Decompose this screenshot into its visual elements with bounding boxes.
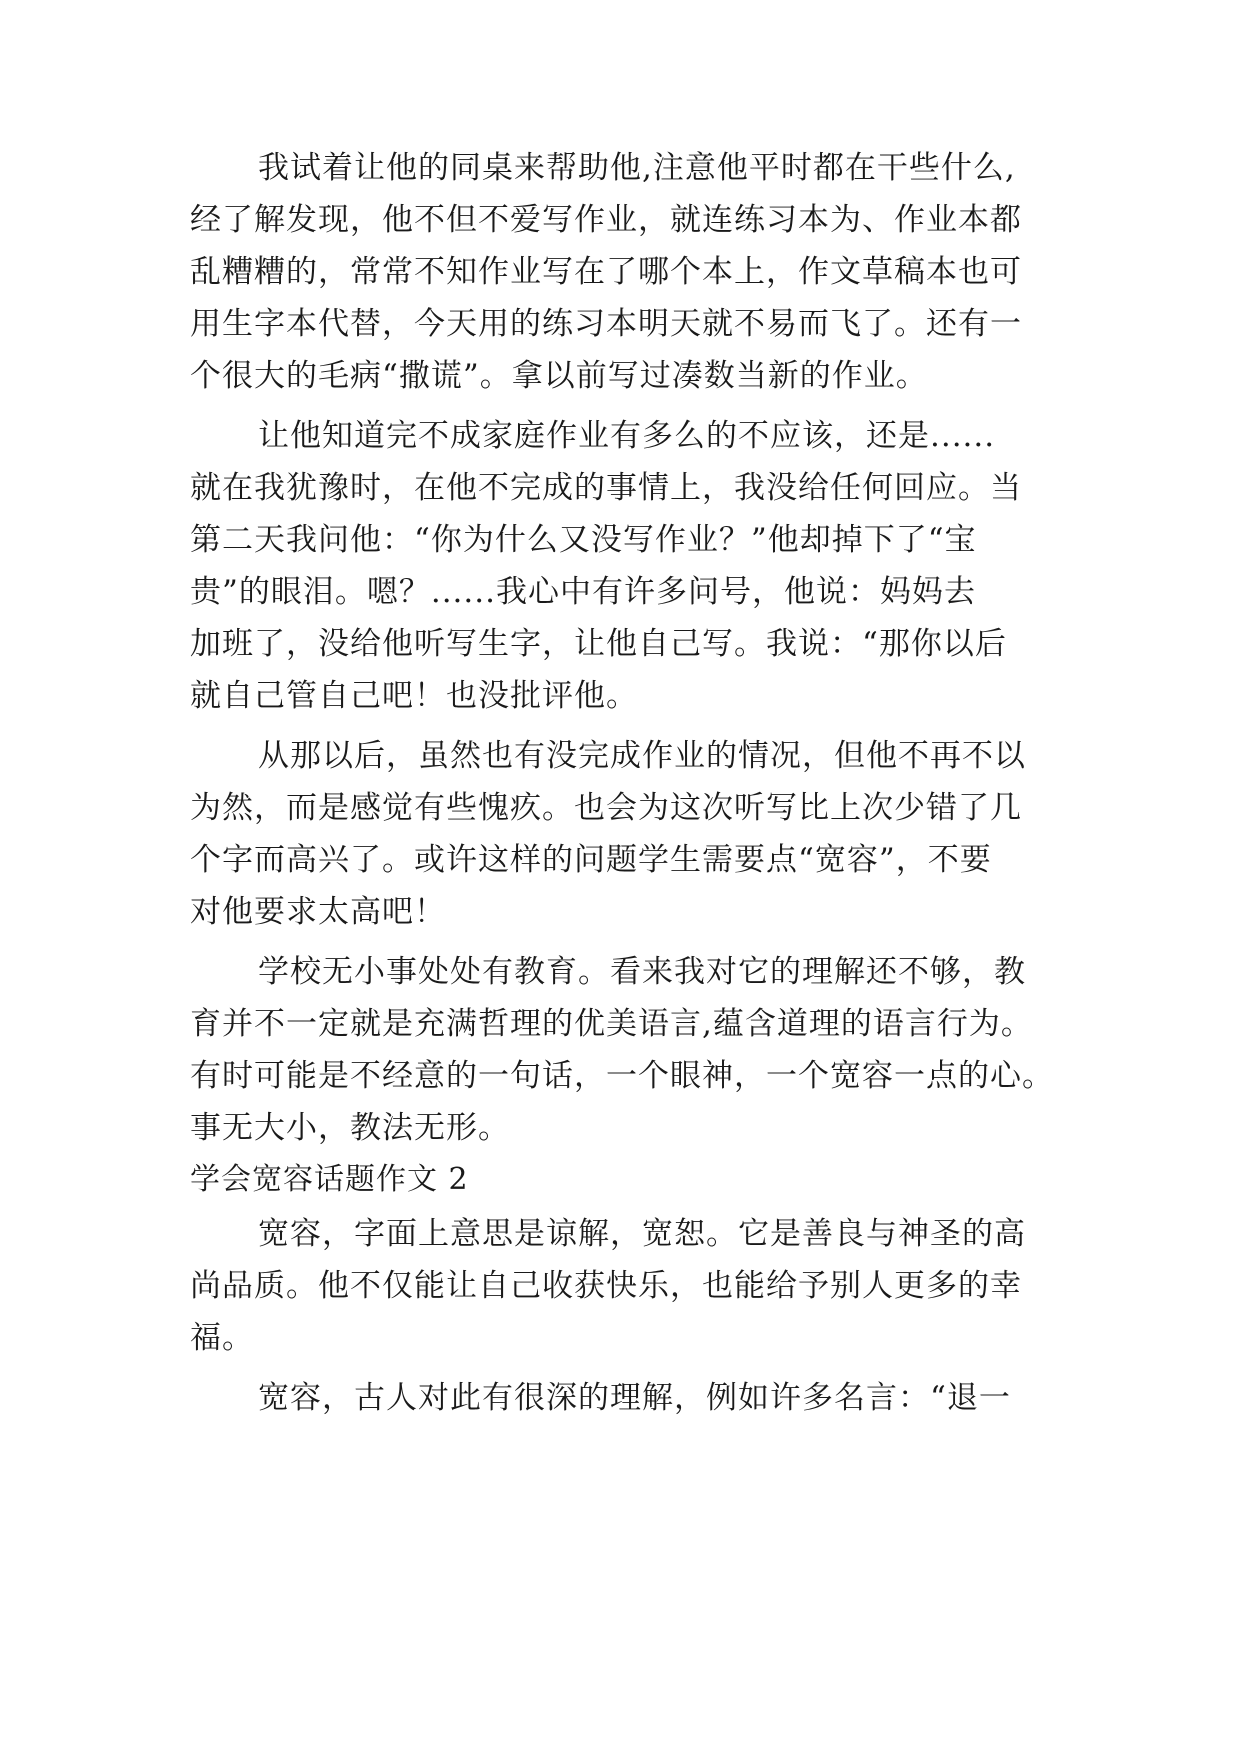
paragraph-5-line-2: 尚品质。他不仅能让自己收获快乐，也能给予别人更多的幸 — [190, 1268, 1022, 1304]
paragraph-4-line-1: 学校无小事处处有教育。看来我对它的理解还不够，教 — [258, 954, 1026, 990]
paragraph-1-line-2: 经了解发现，他不但不爱写作业，就连练习本为、作业本都 — [190, 202, 1022, 238]
paragraph-6-line-1: 宽容，古人对此有很深的理解，例如许多名言：“退一 — [258, 1380, 1011, 1416]
paragraph-4-line-4: 事无大小，教法无形。 — [190, 1110, 510, 1146]
paragraph-2-line-1: 让他知道完不成家庭作业有多么的不应该，还是...... — [258, 418, 996, 454]
paragraph-1-line-5: 个很大的毛病“撒谎”。拿以前写过凑数当新的作业。 — [190, 358, 928, 394]
paragraph-2-line-4: 贵”的眼泪。嗯？......我心中有许多问号，他说：妈妈去 — [190, 574, 976, 610]
paragraph-3-line-2: 为然，而是感觉有些愧疚。也会为这次听写比上次少错了几 — [190, 790, 1022, 826]
paragraph-1-line-3: 乱糟糟的，常常不知作业写在了哪个本上，作文草稿本也可 — [190, 254, 1022, 290]
paragraph-4-line-2: 育并不一定就是充满哲理的优美语言,蕴含道理的语言行为。 — [190, 1006, 1033, 1042]
section-heading: 学会宽容话题作文 2 — [190, 1162, 469, 1197]
paragraph-1-line-1: 我试着让他的同桌来帮助他,注意他平时都在干些什么, — [258, 150, 1016, 186]
paragraph-2-line-2: 就在我犹豫时，在他不完成的事情上，我没给任何回应。当 — [190, 470, 1022, 506]
paragraph-2-line-5: 加班了，没给他听写生字，让他自己写。我说：“那你以后 — [190, 626, 1007, 662]
paragraph-1-line-4: 用生字本代替，今天用的练习本明天就不易而飞了。还有一 — [190, 306, 1022, 342]
paragraph-3-line-1: 从那以后，虽然也有没完成作业的情况，但他不再不以 — [258, 738, 1026, 774]
paragraph-2-line-3: 第二天我问他：“你为什么又没写作业？”他却掉下了“宝 — [190, 522, 977, 558]
paragraph-5-line-1: 宽容，字面上意思是谅解，宽恕。它是善良与神圣的高 — [258, 1216, 1026, 1252]
paragraph-4-line-3: 有时可能是不经意的一句话，一个眼神，一个宽容一点的心。 — [190, 1058, 1054, 1094]
paragraph-5-line-3: 福。 — [190, 1320, 254, 1356]
paragraph-3-line-3: 个字而高兴了。或许这样的问题学生需要点“宽容”，不要 — [190, 842, 992, 878]
paragraph-3-line-4: 对他要求太高吧！ — [190, 894, 446, 930]
paragraph-2-line-6: 就自己管自己吧！也没批评他。 — [190, 678, 638, 714]
